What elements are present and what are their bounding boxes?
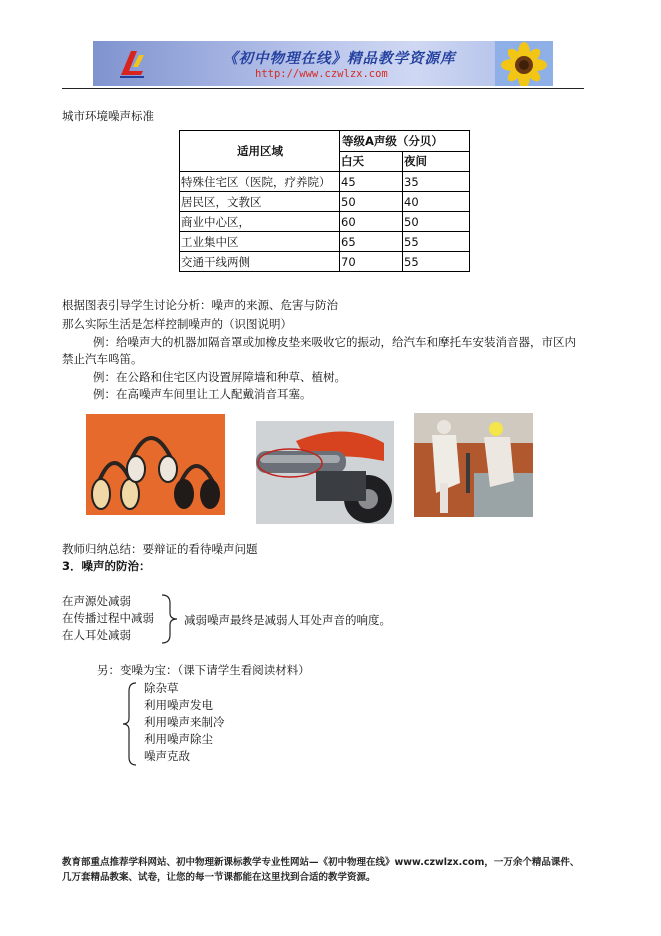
table-row (180, 192, 470, 212)
way-transmission: 在传播过程中减弱 (62, 611, 154, 625)
table-cell-area: 交通干线两侧 (180, 252, 340, 272)
table-cell-day: 50 (340, 192, 403, 212)
footer-line-1: 教育部重点推荐学科网站、初中物理新课标教学专业性网站—《初中物理在线》www.czwlzx.com，一万余个精品课件、 (62, 857, 580, 868)
table-cell-area: 商业中心区， (180, 212, 340, 232)
paragraph-example-1: 例：给噪声大的机器加隔音罩或加橡皮垫来吸收它的振动，给汽车和摩托车安装消音器，市区内 (93, 335, 576, 349)
site-title: 《初中物理在线》精品教学资源库 (223, 50, 456, 67)
table-cell-day: 70 (340, 252, 403, 272)
section-title: 城市环境噪声标准 (62, 109, 154, 123)
paragraph-question: 那么实际生活是怎样控制噪声的（识图说明） (62, 317, 292, 331)
table-cell-day: 65 (340, 232, 403, 252)
table-row (180, 232, 470, 252)
extra-item: 噪声克敌 (144, 749, 190, 763)
heading-noise-control: 3．噪声的防治： (62, 559, 151, 573)
noise-standard-table (179, 130, 470, 272)
ways-conclusion: 减弱噪声最终是减弱人耳处声音的响度。 (184, 613, 391, 627)
table-cell-night: 55 (403, 252, 470, 272)
sunflower-icon (495, 41, 553, 86)
table-cell-night: 40 (403, 192, 470, 212)
site-url[interactable]: http://www.czwlzx.com (255, 68, 388, 80)
table-row (180, 172, 470, 192)
footer-line-2: 几万套精品教案、试卷，让您的每一节课都能在这里找到合适的教学资源。 (62, 872, 376, 883)
extra-item: 利用噪声来制冷 (144, 715, 225, 729)
earmuffs-photo (86, 414, 225, 515)
header-banner (93, 41, 553, 86)
table-cell-area: 居民区，文教区 (180, 192, 340, 212)
page-footer (62, 855, 607, 885)
extra-item: 除杂草 (144, 681, 179, 695)
left-brace-icon (122, 681, 138, 767)
table-row (180, 252, 470, 272)
table-cell-night: 50 (403, 212, 470, 232)
paragraph-example-1-cont: 禁止汽车鸣笛。 (62, 352, 143, 366)
way-source: 在声源处减弱 (62, 594, 131, 608)
table-cell-day: 60 (340, 212, 403, 232)
paragraph-example-2: 例：在公路和住宅区内设置屏障墙和种草、植树。 (93, 370, 346, 384)
table-header-area: 适用区域 (180, 131, 340, 172)
motorcycle-muffler-photo (256, 421, 394, 524)
teacher-summary: 教师归纳总结：要辩证的看待噪声问题 (62, 542, 258, 556)
extra-item: 利用噪声除尘 (144, 732, 213, 746)
table-header-day: 白天 (340, 151, 403, 172)
workers-drilling-photo (414, 413, 533, 517)
table-row (180, 212, 470, 232)
paragraph-analysis: 根据图表引导学生讨论分析：噪声的来源、危害与防治 (62, 298, 338, 312)
header-divider (62, 88, 584, 89)
extra-intro: 另：变噪为宝：（课下请学生看阅读材料） (97, 663, 310, 677)
table-header-night: 夜间 (403, 151, 470, 172)
table-cell-area: 特殊住宅区（医院，疗养院） (180, 172, 340, 192)
table-cell-day: 45 (340, 172, 403, 192)
site-logo-icon (117, 47, 147, 79)
extra-item: 利用噪声发电 (144, 698, 213, 712)
table-header-level: 等级A声级（分贝） (340, 131, 470, 152)
table-cell-night: 35 (403, 172, 470, 192)
way-ear: 在人耳处减弱 (62, 628, 131, 642)
paragraph-example-3: 例：在高噪声车间里让工人配戴消音耳塞。 (93, 387, 312, 401)
right-brace-icon (160, 593, 182, 645)
table-cell-night: 55 (403, 232, 470, 252)
table-cell-area: 工业集中区 (180, 232, 340, 252)
